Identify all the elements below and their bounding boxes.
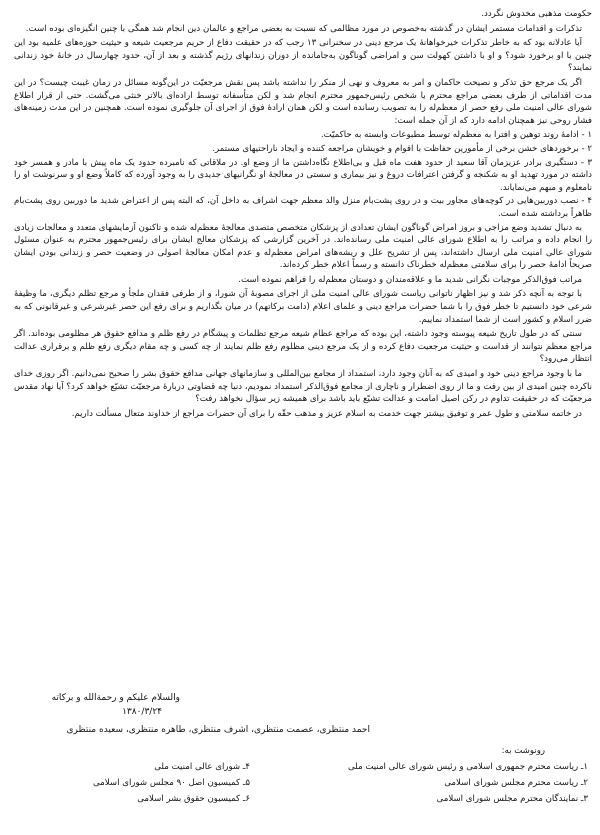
paragraph: ما با وجود مراجع دینی خود و امیدی که به آنان وجود دارد، استمداد از مجامع بین‌المللی و سازمانهای جهانی مدافع حقوق بشر را صحیح نمی‌دانیم. اگر روزی خدای ناکرده چنین امیدی از بین رفت و ما از روی اضطرار و ناچاری از مجامع فوق‌الذکر استمداد نمودیم، دنیا چه قضاوتی دربارهٔ مرجعیّت تشیّع خواهد کرد؟ آیا نهاد مقدس مرجعیّت که در حقیقت تداوم در رکن اصیل امامت و عدالت تشیّع باید باشد برای همیشه زیر سؤال نخواهد رفت؟ [14,369,592,405]
list-item: ۲ - برخوردهای خشن برخی از مأمورین حفاظت با اقوام و خویشان مراجعه کننده و ایجاد ناراحتیهای مستمر. [212,143,592,154]
cc-recipient: ۶ـ کمیسیون حقوق بشر اسلامی [137,794,250,804]
cc-column-left [10,759,250,807]
letter-body [14,8,592,422]
list-item: ۳ - دستگیری برادر عزیزمان آقا سعید از حدود هفت ماه قبل و بی‌اطلاع نگاه‌داشتن ما از وضع او. در ملاقاتی که نامبرده حدود یک ماه پیش با مادر و همسر خود داشته در مورد تهدید او به شکنجه و گرفتن اعترافات دروغ و نیز بیماری و سستی در معالجهٔ او نگرانیهای جدیدی را به وجود آورده که کاملاً وضع او و سرنوشت او را نامعلوم و مبهم می‌نمایاند. [14,157,592,193]
paragraph: مراتب فوق‌الذکر موجبات نگرانی شدید ما و علاقه‌مندان و دوستان معظم‌له را فراهم نموده است. [238,274,582,285]
letter-date: ۱۳۸۰/۳/۲۴ [122,707,162,717]
list-item: ۱ - ادامهٔ روند توهین و افترا به معظم‌له توسط مطبوعات وابسته به حاکمیّت. [320,130,592,141]
paragraph: سنتی که در طول تاریخ شیعه پیوسته وجود داشته، این بوده که مراجع عظام شیعه مرجع تظلمات و پیشگام در رفع ظلم و مدافع حقوق هر مظلومی بوده‌اند. اگر مراجع معظم نتوانند از قداست و حیثیت مرجعیت دفاع کرده و از یک مرجع دینی مظلوم رفع ظلم نمایند از چه کسی و چه مقام دیگری رفع ظلم و برقراری عدالت انتظار می‌رود؟ [14,329,592,365]
paragraph: تذکرات و اقدامات مستمر ایشان در گذشته به‌خصوص در مورد مظالمی که نسبت به بعضی مراجع و عالمان دین انجام شد همگی با چنین انگیزه‌ای بوده است. [25,23,582,34]
paragraph: اگر یک مرجع حق تذکر و نصیحت حاکمان و امر به معروف و نهی از منکر را نداشته باشد پس نقش مرجعیّت در این‌گونه مسائل در زمان غیبت چیست؟ در این مدت اقداماتی از طرف بعضی مراجع محترم یا شخص رئیس‌جمهور محترم انجام شد و لکن متأسفانه توسط اراده‌ای بالاتر خنثی می‌گشت. حتی از قرار اطلاع شورای عالی امنیت ملی رفع حصر از معظم‌له را به تصویب رسانده است و لکن همان ارادهٔ فوق از اجرای آن جلوگیری نموده است. همچنین در این مدت زمینه‌های فشار روحی نیز همچنان ادامه دارد که از آن جمله است: [14,77,592,126]
signatories: احمد منتظری، عصمت منتظری، اشرف منتظری، طاهره منتظری، سعیده منتظری [66,725,370,735]
paragraph: حکومت مذهبی مخدوش نگردد. [481,9,592,19]
cc-recipient: ۴ـ شورای عالی امنیت ملی [154,762,250,772]
cc-column-right [298,759,588,807]
pressure-list [14,129,592,220]
closing-greeting: والسلام علیکم و رحمةالله و برکاته [51,693,180,703]
paragraph: به دنبال تشدید وضع مزاجی و بروز امراض گوناگون ایشان تعدادی از پزشکان متخصص متصدی معالجهٔ معظم‌له شده و تاکنون آزمایشهای متعدد و معالجات زیادی را انجام داده و مراتب را به اطلاع شورای عالی امنیت ملی رسانده‌اند. در آخرین گزارشی که پزشکان معالج ایشان برای رئیس‌جمهور محترم به عنوان مسئول شورای عالی امنیت ملی ارسال داشته‌اند، پس از تشریح علل و ریشه‌های امراض معظم‌له و عدم امکان معالجهٔ اصولی در وضعیت حصر و زندانی بودن ایشان صریحاً ادامهٔ حصر را برای سلامتی معظم‌له خطرناک دانسته و رسماً اعلام خطر کرده‌اند. [14,222,592,271]
paragraph: با توجه به آنچه ذکر شد و نیز اظهار ناتوانی ریاست شورای عالی امنیت ملی از اجرای مصوبهٔ آن شورا، و از طرفی فقدان ملجأ و مرجع تظلم دیگری، ما وظیفهٔ شرعی خود دانستیم تا خطر فوق را با شما حضرات مراجع دینی و علمای اعلام (دامت برکاتهم) در میان بگذاریم و برای رفع این حصر غیرشرعی و غیرقانونی که به ضرر اسلام و کشور است از شما استمداد نماییم. [14,289,592,325]
cc-recipient: ۳ـ نمایندگان محترم مجلس شورای اسلامی [436,794,588,804]
closing-paragraph: در خاتمه سلامتی و طول عمر و توفیق بیشتر جهت خدمت به اسلام عزیز و مذهب حقّه را برای آن حضرات مراجع از خداوند متعال مسألت داریم. [71,408,582,419]
list-item: ۴ - نصب دوربین‌هایی در کوچه‌های مجاور بیت و در روی پشت‌بام منزل والد معظم جهت اشراف به داخل آن، که البته پس از اعتراض شدید ما دوربین روی پشت‌بام ظاهراً برداشته شده است. [14,196,592,219]
cc-recipient: ۲ـ ریاست محترم مجلس شورای اسلامی [444,778,588,788]
cc-recipient: ۵ـ کمیسیون اصل ۹۰ مجلس شورای اسلامی [93,778,250,788]
cc-recipient: ۱ـ ریاست محترم جمهوری اسلامی و رئیس شورای عالی امنیت ملی [347,762,588,772]
cc-title: رونوشت به: [501,746,545,756]
paragraph: آیا عادلانه بود که به خاطر تذکرات خیرخواهانهٔ یک مرجع دینی در سخنرانی ۱۳ رجب که در حقیقت دفاع از حریم مرجعیت شیعه و حیثیت حوزه‌های علمیه بود این چنین با او برخورد شود؟ و او با داشتن کهولت سن و امراضی گوناگون به‌جامانده از دوران زندانهای رژیم گذشته و بعد از آن، حدود چهارسال در خانهٔ خود زندانی نمایند؟ [14,38,592,74]
